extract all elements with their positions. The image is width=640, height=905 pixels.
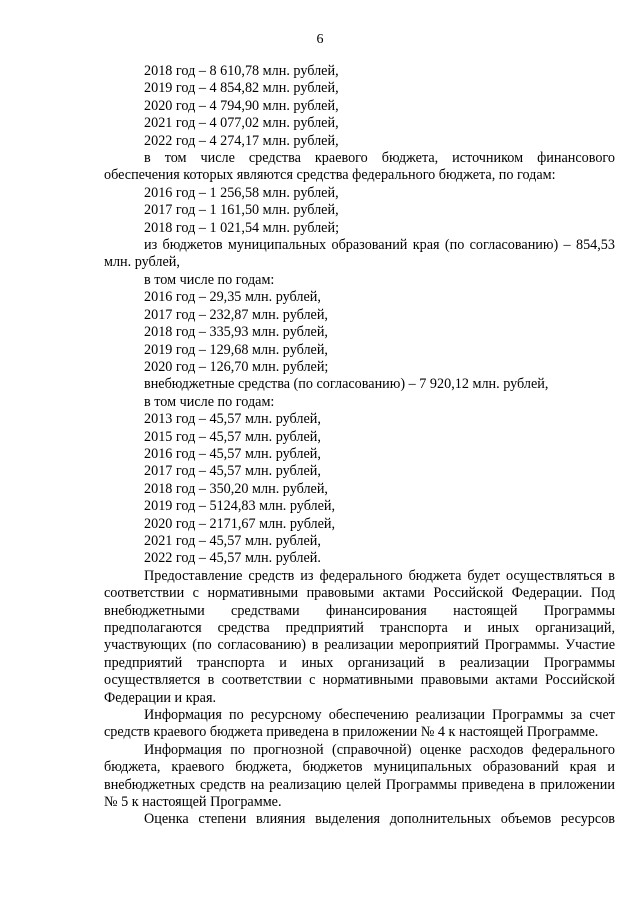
- page-number: 6: [316, 32, 324, 47]
- list-item: 2022 год – 4 274,17 млн. рублей,: [144, 132, 339, 149]
- list-item: 2017 год – 45,57 млн. рублей,: [144, 463, 321, 480]
- assessment-paragraph: Оценка степени влияния выделения дополнительных объемов ресурсов: [144, 811, 615, 828]
- list-item: 2013 год – 45,57 млн. рублей,: [144, 411, 321, 428]
- list-item: 2015 год – 45,57 млн. рублей,: [144, 428, 321, 445]
- regional-federal-intro: в том числе средства краевого бюджета, источником финансового обеспечения которых являются средства федерального бюджета, по годам:: [104, 150, 615, 184]
- list-item: 2020 год – 126,70 млн. рублей;: [144, 358, 329, 375]
- list-item: 2018 год – 350,20 млн. рублей,: [144, 480, 328, 497]
- municipal-list: [104, 289, 615, 376]
- list-item: 2017 год – 1 161,50 млн. рублей,: [144, 202, 339, 219]
- extrabudget-intro: внебюджетные средства (по согласованию) – 7 920,12 млн. рублей,: [144, 376, 549, 393]
- forecast-info-paragraph: Информация по прогнозной (справочной) оценке расходов федерального бюджета, краевого бюджета, бюджетов муниципальных образований края и внебюджетных средств на реализацию целей Программы приведена в приложении № 5 к настоящей Программе.: [104, 741, 615, 811]
- list-item: 2016 год – 45,57 млн. рублей,: [144, 445, 321, 462]
- municipal-intro: из бюджетов муниципальных образований края (по согласованию) – 854,53 млн. рублей,: [104, 237, 615, 271]
- page-content: [104, 63, 615, 829]
- list-item: 2021 год – 4 077,02 млн. рублей,: [144, 115, 339, 132]
- extrabudget-list: [104, 411, 615, 568]
- extrabudget-by-years-label: в том числе по годам:: [144, 393, 275, 410]
- list-item: 2018 год – 8 610,78 млн. рублей,: [144, 63, 339, 79]
- list-item: 2020 год – 4 794,90 млн. рублей,: [144, 97, 339, 114]
- list-item: 2022 год – 45,57 млн. рублей.: [144, 550, 321, 567]
- list-item: 2021 год – 45,57 млн. рублей,: [144, 532, 321, 549]
- list-item: 2018 год – 1 021,54 млн. рублей;: [144, 219, 340, 236]
- list-item: 2019 год – 4 854,82 млн. рублей,: [144, 80, 339, 97]
- municipal-by-years-label: в том числе по годам:: [144, 271, 275, 288]
- resource-info-paragraph: Информация по ресурсному обеспечению реализации Программы за счет средств краевого бюджета приведена в приложении № 4 к настоящей Программе.: [104, 707, 615, 741]
- list-item: 2020 год – 2171,67 млн. рублей,: [144, 515, 336, 532]
- funding-by-year-list: [104, 63, 615, 150]
- regional-federal-list: [104, 185, 615, 237]
- list-item: 2019 год – 129,68 млн. рублей,: [144, 341, 328, 358]
- list-item: 2019 год – 5124,83 млн. рублей,: [144, 498, 336, 515]
- list-item: 2017 год – 232,87 млн. рублей,: [144, 306, 328, 323]
- list-item: 2018 год – 335,93 млн. рублей,: [144, 324, 328, 341]
- federal-funds-paragraph: Предоставление средств из федерального бюджета будет осуществляться в соответствии с нормативными правовыми актами Российской Федерации. Под внебюджетными средствами финансирования настоящей Программы предполагаются средства предприятий транспорта и иных организаций, участвующих (по согласованию) в реализации мероприятий Программы. Участие предприятий транспорта и иных организаций в реализации Программы осуществляется в соответствии с нормативными правовыми актами Российской Федерации и края.: [104, 567, 615, 706]
- list-item: 2016 год – 29,35 млн. рублей,: [144, 289, 321, 306]
- list-item: 2016 год – 1 256,58 млн. рублей,: [144, 184, 339, 201]
